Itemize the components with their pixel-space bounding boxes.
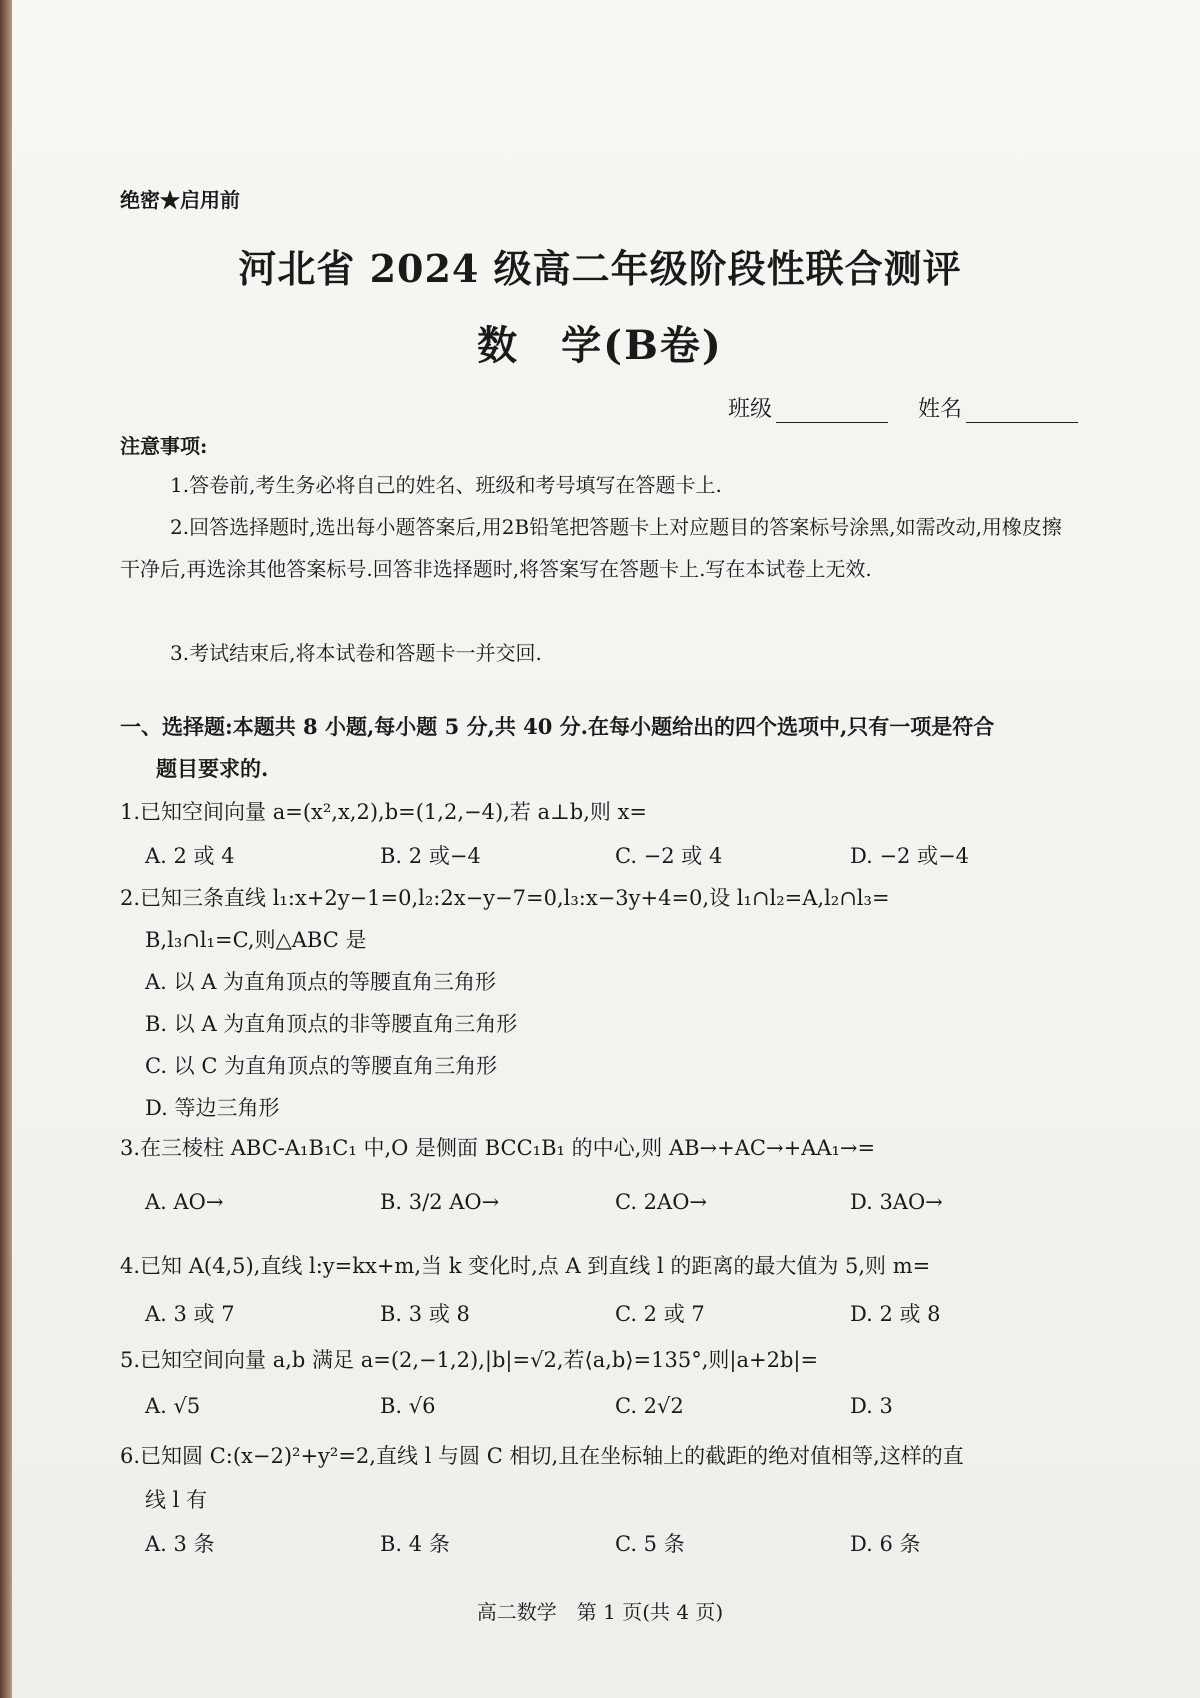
- option[interactable]: A. 3 条: [145, 1532, 215, 1556]
- page-footer: 高二数学 第 1 页(共 4 页): [476, 1600, 724, 1624]
- question-1-options: [145, 840, 1085, 870]
- option[interactable]: C. −2 或 4: [615, 844, 723, 868]
- option[interactable]: C. 2 或 7: [615, 1302, 705, 1326]
- note-item-2: 2.回答选择题时,选出每小题答案后,用2B铅笔把答题卡上对应题目的答案标号涂黑,如需改动,用橡皮擦干净后,再选涂其他答案标号.回答非选择题时,将答案写在答题卡上.写在本试卷上无效.: [120, 515, 1062, 581]
- option[interactable]: C. 2√2: [615, 1394, 684, 1418]
- class-blank[interactable]: [776, 400, 888, 423]
- name-field[interactable]: [918, 392, 1078, 423]
- option[interactable]: B. 4 条: [380, 1532, 450, 1556]
- option[interactable]: A. 2 或 4: [145, 844, 235, 868]
- option[interactable]: D. 2 或 8: [850, 1302, 941, 1326]
- class-label: 班级: [728, 397, 773, 422]
- option[interactable]: D. 3AO→: [850, 1190, 943, 1214]
- question-1-stem: 1.已知空间向量 a=(x²,x,2),b=(1,2,−4),若 a⊥b,则 x=: [120, 800, 648, 824]
- option[interactable]: A. 以 A 为直角顶点的等腰直角三角形: [145, 970, 497, 994]
- question-6-stem-cont: 线 l 有: [145, 1488, 208, 1512]
- question-2-stem-cont: B,l₃∩l₁=C,则△ABC 是: [145, 928, 367, 952]
- question-5-options: [145, 1394, 1085, 1418]
- option[interactable]: B. 3 或 8: [380, 1302, 470, 1326]
- option[interactable]: C. 5 条: [615, 1532, 685, 1556]
- question-3-options: [145, 1190, 1085, 1214]
- option[interactable]: A. 3 或 7: [145, 1302, 235, 1326]
- question-4-stem: 4.已知 A(4,5),直线 l:y=kx+m,当 k 变化时,点 A 到直线 l 的距离的最大值为 5,则 m=: [120, 1254, 931, 1278]
- exam-title: 河北省 2024 级高二年级阶段性联合测评: [238, 246, 962, 291]
- note-item-3: 3.考试结束后,将本试卷和答题卡一并交回.: [170, 641, 542, 665]
- option[interactable]: A. AO→: [145, 1190, 224, 1214]
- option[interactable]: B. 3/2 AO→: [380, 1190, 500, 1214]
- confidential-mark: 绝密★启用前: [120, 188, 240, 212]
- name-label: 姓名: [918, 397, 963, 422]
- section-heading: [120, 706, 1080, 790]
- option[interactable]: D. 3: [850, 1394, 893, 1418]
- exam-subtitle: 数 学(B卷): [477, 322, 723, 369]
- option[interactable]: B. 以 A 为直角顶点的非等腰直角三角形: [145, 1012, 518, 1036]
- option[interactable]: C. 以 C 为直角顶点的等腰直角三角形: [145, 1054, 498, 1078]
- section-line-1: 一、选择题:本题共 8 小题,每小题 5 分,共 40 分.在每小题给出的四个选项中,只有一项是符合: [120, 714, 995, 739]
- section-line-2: 题目要求的.: [156, 756, 269, 781]
- question-4-options: [145, 1298, 1085, 1328]
- option[interactable]: B. √6: [380, 1394, 436, 1418]
- class-field[interactable]: [728, 392, 888, 423]
- question-3-stem: 3.在三棱柱 ABC-A₁B₁C₁ 中,O 是侧面 BCC₁B₁ 的中心,则 AB→+AC→+AA₁→=: [120, 1136, 876, 1160]
- option[interactable]: D. 等边三角形: [145, 1096, 280, 1120]
- option[interactable]: A. √5: [145, 1394, 201, 1418]
- option[interactable]: C. 2AO→: [615, 1190, 708, 1214]
- notes-title: 注意事项:: [120, 434, 208, 458]
- option[interactable]: B. 2 或−4: [380, 844, 481, 868]
- question-2-stem: 2.已知三条直线 l₁:x+2y−1=0,l₂:2x−y−7=0,l₃:x−3y+4=0,设 l₁∩l₂=A,l₂∩l₃=: [120, 886, 890, 910]
- question-5-stem: 5.已知空间向量 a,b 满足 a=(2,−1,2),|b|=√2,若⟨a,b⟩=135°,则|a+2b|=: [120, 1348, 819, 1372]
- option[interactable]: D. −2 或−4: [850, 844, 970, 868]
- option[interactable]: D. 6 条: [850, 1532, 921, 1556]
- question-6-options: [145, 1528, 1085, 1558]
- student-info: [728, 392, 1078, 423]
- note-item-1: 1.答卷前,考生务必将自己的姓名、班级和考号填写在答题卡上.: [170, 473, 722, 497]
- question-6-stem: 6.已知圆 C:(x−2)²+y²=2,直线 l 与圆 C 相切,且在坐标轴上的截距的绝对值相等,这样的直: [120, 1444, 964, 1468]
- name-blank[interactable]: [966, 400, 1078, 423]
